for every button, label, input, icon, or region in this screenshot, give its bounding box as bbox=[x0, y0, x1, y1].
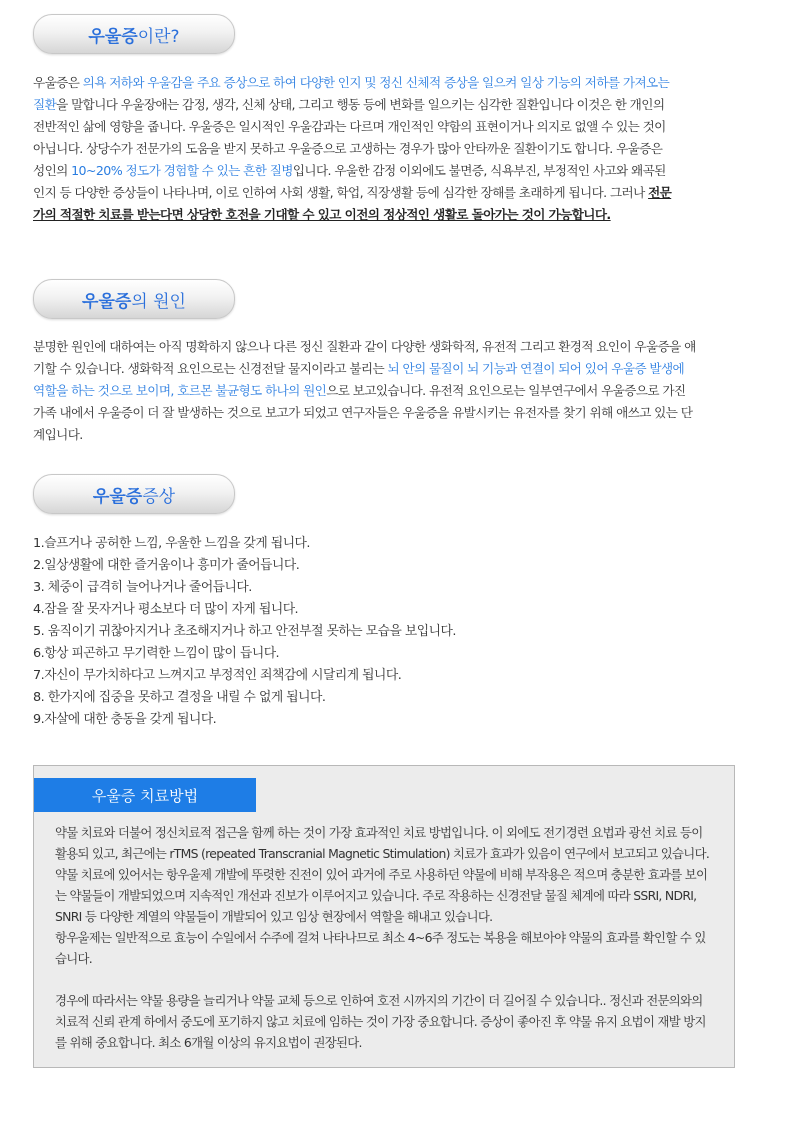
paragraph-spacer bbox=[55, 969, 715, 990]
treatment-title: 우울증 치료방법 bbox=[34, 778, 256, 812]
definition-paragraph bbox=[33, 72, 673, 226]
list-item: 2.일상생활에 대한 즐거움이나 흥미가 줄어듭니다. bbox=[33, 558, 300, 573]
list-item: 8. 한가지에 집중을 못하고 결정을 내릴 수 없게 됩니다. bbox=[33, 690, 326, 705]
treatment-paragraph: 약물 치료와 더불어 정신치료적 접근을 함께 하는 것이 가장 효과적인 치료 방법입니다. 이 외에도 전기경련 요법과 광선 치료 등이 활용되 있고, 최근에는 rTMS (repeated Transcranial Magnetic Stimulation) 치료가 효과가 있음이 연구에서 보고되고 있습니다. 약물 치료에 있어서는 항우울제 개발에 뚜렷한 진전이 있어 과거에 주로 사용하던 약물에 비해 부작용은 적으며 충분한 효과를 보이는 약물들이 개발되었으며 지속적인 개선과 진보가 이루어지고 있습니다. 주로 작용하는 신경전달 물질 체계에 따라 SSRI, NDRI, SNRI 등 다양한 계열의 약물들이 개발되어 있고 임상 현장에서 역할을 해내고 있습니다. bbox=[55, 825, 710, 924]
list-item: 6.항상 피곤하고 무기력한 느낌이 많이 듭니다. bbox=[33, 646, 280, 661]
text: 으로 보고있습니다. 유전적 요인으로는 일부연구에서 우울증으로 가진 가족 내에서 우울증이 더 잘 발생하는 것으로 보고가 되었고 연구자들은 우울증을 유발시키는 유전자를 찾기 위해 애쓰고 있는 단계입니다. bbox=[33, 383, 693, 442]
treatment-paragraph: 경우에 따라서는 약물 용량을 늘리거나 약물 교체 등으로 인하여 호전 시까지의 기간이 더 길어질 수 있습니다.. 정신과 전문의와의 치료적 신뢰 관계 하에서 중도에 포기하지 않고 치료에 임하는 것이 가장 중요합니다. 증상이 좋아진 후 약물 유지 요법이 재발 방지를 위해 중요합니다. 최소 6개월 이상의 유지요법이 권장된다. bbox=[55, 993, 706, 1050]
list-item: 7.자신이 무가치하다고 느껴지고 부정적인 죄책감에 시달리게 됩니다. bbox=[33, 668, 402, 683]
list-item: 5. 움직이기 귀찮아지거나 초조해지거나 하고 안전부절 못하는 모습을 보입니다. bbox=[33, 624, 456, 639]
highlight-text: 의욕 저하와 우울감을 주요 증상으로 하여 다양한 인지 및 정신 신체적 증상을 일으켜 일상 기능의 저하를 가져오는 질환 bbox=[33, 75, 670, 112]
text: 을 말합니다 우울장애는 감정, 생각, 신체 상태, 그리고 행동 등에 변화를 일으키는 심각한 질환입니다 이것은 한 개인의 전반적인 삶에 영향을 줍니다. 우울증은 일시적인 우울감과는 다르며 개인적인 약함의 표현이거나 의지로 없앨 수 있는 것이 아닙니다. 상당수가 전문가의 도움을 받지 못하고 우울증으로 고생하는 경우가 많아 안타까운 질환이기도 합니다. 우울증은 성인의 bbox=[33, 97, 666, 178]
title-keyword: 우울증 bbox=[82, 291, 132, 312]
list-item: 9.자살에 대한 충동을 갖게 됩니다. bbox=[33, 712, 217, 727]
text: 입니다. 우울한 감정 이외에도 불면증, 식욕부진, 부정적인 사고와 왜곡된 인지 등 다양한 증상들이 나타나며, 이로 인하여 사회 생활, 학업, 직장생활 등에 심각한 장해를 초래하게 됩니다. 그러나 bbox=[33, 163, 666, 200]
underlined-text: 전문가의 적절한 치료를 받는다면 상당한 호전을 기대할 수 있고 이전의 정상적인 생활로 돌아가는 것이 가능합니다. bbox=[33, 185, 672, 222]
title-rest: 이란? bbox=[137, 26, 180, 47]
title-rest: 의 원인 bbox=[131, 291, 186, 312]
highlight-text: 뇌 안의 물질이 뇌 기능과 연결이 되어 있어 우울증 발생에 역할을 하는 것으로 보이며, 호르몬 불균형도 하나의 원인 bbox=[33, 361, 685, 398]
list-item: 4.잠을 잘 못자거나 평소보다 더 많이 자게 됩니다. bbox=[33, 602, 299, 617]
list-item: 1.슬프거나 공허한 느낌, 우울한 느낌을 갖게 됩니다. bbox=[33, 536, 310, 551]
title-rest: 증상 bbox=[142, 486, 176, 507]
section-title-symptoms bbox=[33, 474, 235, 514]
section-title-causes bbox=[33, 279, 235, 319]
treatment-body bbox=[55, 822, 715, 1053]
title-keyword: 우울증 bbox=[88, 26, 138, 47]
causes-paragraph bbox=[33, 336, 698, 446]
section-title-what-is-depression bbox=[33, 14, 235, 54]
treatment-paragraph: 항우울제는 일반적으로 효능이 수일에서 수주에 걸쳐 나타나므로 최소 4~6주 정도는 복용을 해보아야 약물의 효과를 확인할 수 있습니다. bbox=[55, 930, 706, 966]
text: 우울증은 bbox=[33, 75, 83, 90]
highlight-text: 10~20% 정도가 경험할 수 있는 흔한 질병 bbox=[71, 163, 293, 178]
symptoms-list bbox=[33, 533, 733, 731]
list-item: 3. 체중이 급격히 늘어나거나 줄어듭니다. bbox=[33, 580, 252, 595]
title-keyword: 우울증 bbox=[92, 486, 143, 507]
treatment-box bbox=[33, 765, 735, 1068]
text: 분명한 원인에 대하여는 아직 명확하지 않으나 다른 정신 질환과 같이 다양한 생화학적, 유전적 그리고 환경적 요인이 우울증을 얘기할 수 있습니다. 생화학적 요인으로는 신경전달 물지이라고 불리는 bbox=[33, 339, 696, 376]
